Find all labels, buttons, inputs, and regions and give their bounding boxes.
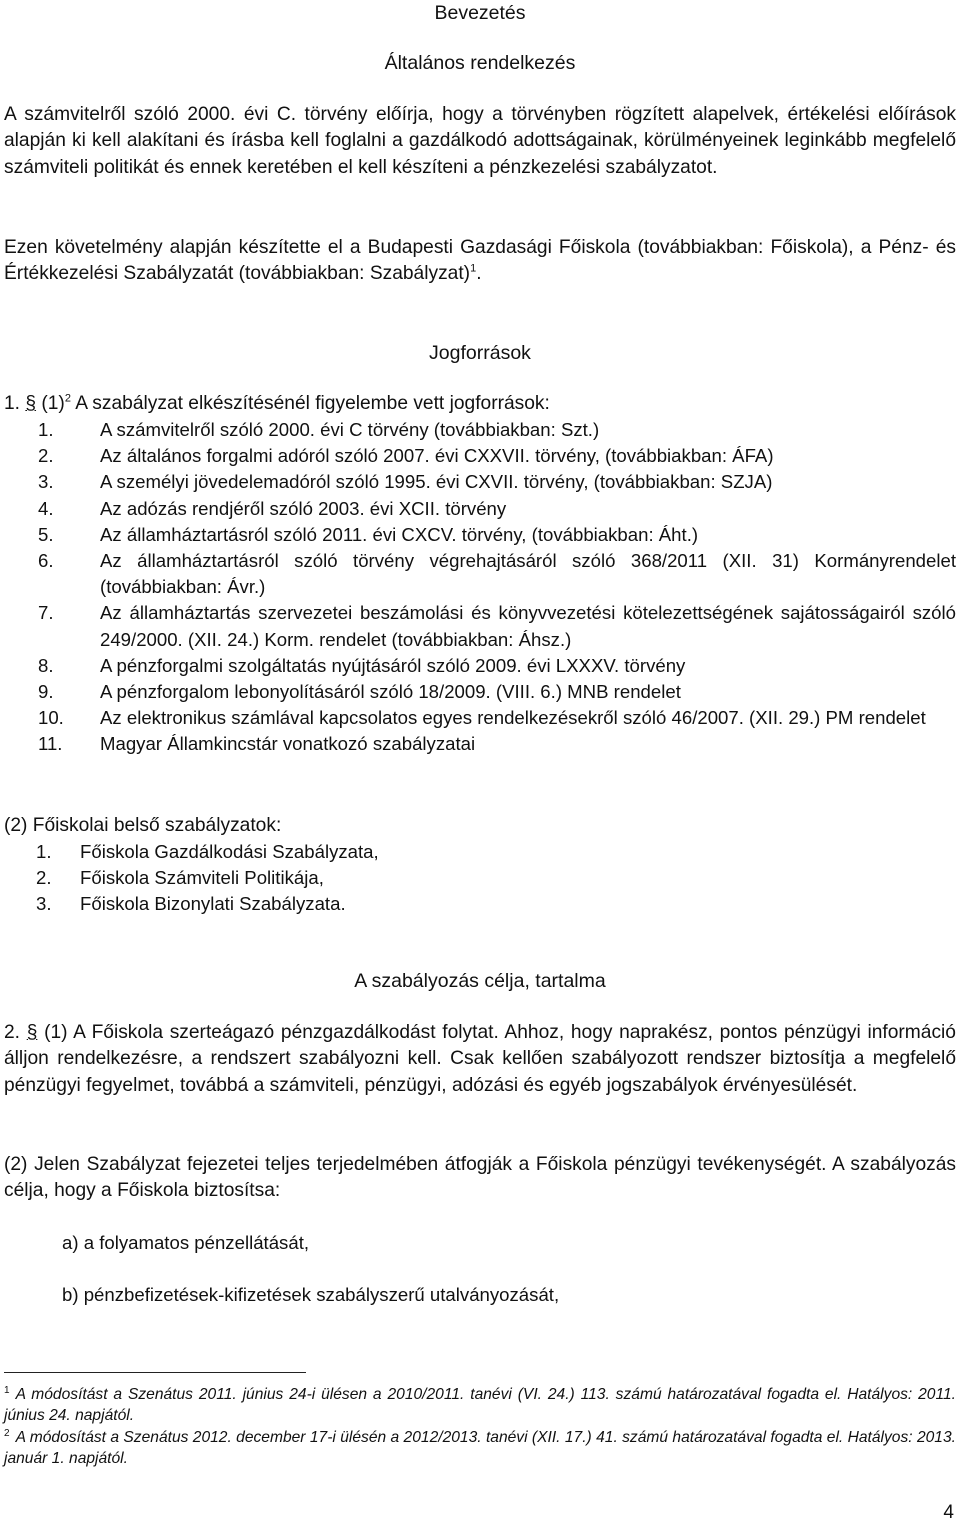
second-paragraph-end: . bbox=[476, 263, 482, 285]
list-item-text: A pénzforgalom lebonyolításáról szóló 18/2009. (VIII. 6.) MNB rendelet bbox=[100, 681, 681, 703]
list-item bbox=[4, 705, 956, 731]
footnote-text: A módosítást a Szenátus 2012. december 17-i ülésén a 2012/2013. tanévi (XII. 17.) 41. számú határozatával fogadta el. Hatályos: 2013. január 1. napjától. bbox=[4, 1429, 956, 1467]
internal-rules-heading: (2) Főiskolai belső szabályzatok: bbox=[4, 815, 282, 836]
list-item bbox=[4, 548, 956, 600]
footnote-2 bbox=[4, 1427, 956, 1469]
list-item: b) pénzbefizetések-kifizetések szabályszerű utalványozását, bbox=[62, 1284, 560, 1306]
list-item-text: Főiskola Bizonylati Szabályzata. bbox=[80, 893, 346, 915]
list-item-text: Az államháztartásról szóló 2011. évi CXCV. törvény, (továbbiakban: Áht.) bbox=[100, 523, 699, 545]
list-item-number: 7. bbox=[38, 602, 54, 624]
list-item bbox=[4, 469, 956, 495]
section-heading-purpose: A szabályozás célja, tartalma bbox=[354, 970, 606, 992]
section1-sub: (1) bbox=[41, 393, 65, 414]
list-item-number: 3. bbox=[36, 893, 52, 915]
section2-paragraph-2: (2) Jelen Szabályzat fejezetei teljes terjedelmében átfogják a Főiskola pénzügyi tevékenységét. A szabályozás célja, hogy a Főiskola biztosítsa: bbox=[4, 1154, 956, 1202]
list-item-text: Az államháztartás szervezetei beszámolási és könyvvezetési kötelezettségének sajátosságairól szóló 249/2000. (XII. 24.) Korm. rendelet (továbbiakban: Áhsz.) bbox=[100, 602, 956, 650]
list-item-number: 3. bbox=[38, 471, 54, 493]
list-item-number: 8. bbox=[38, 654, 54, 676]
list-item bbox=[4, 731, 956, 757]
list-item-text: Magyar Államkincstár vonatkozó szabályzatai bbox=[100, 733, 476, 755]
list-item-text: Az államháztartásról szóló törvény végrehajtásáról szóló 368/2011 (XII. 31) Kormányrendelet (továbbiakban: Ávr.) bbox=[100, 550, 956, 598]
list-item bbox=[4, 653, 956, 679]
list-item-text: Főiskola Számviteli Politikája, bbox=[80, 867, 324, 889]
list-item bbox=[4, 600, 956, 652]
second-paragraph-text: Ezen követelmény alapján készítette el a Budapesti Gazdasági Főiskola (továbbiakban: Főiskola), a Pénz- és Értékkezelési Szabályzatát (továbbiakban: Szabályzat) bbox=[4, 237, 956, 285]
section1-number: 1. bbox=[4, 393, 21, 414]
purpose-list bbox=[4, 1230, 956, 1308]
section1-intro-text: A szabályzat elkészítésénél figyelembe vett jogforrások: bbox=[75, 393, 550, 414]
list-item-number: 4. bbox=[38, 497, 54, 519]
section2-number: 2. bbox=[4, 1022, 21, 1043]
list-item: a) a folyamatos pénzellátását, bbox=[62, 1232, 310, 1253]
list-item-text: Az adózás rendjéről szóló 2003. évi XCII. törvény bbox=[100, 497, 507, 519]
document-title: Bevezetés bbox=[434, 2, 526, 24]
footnote-text: A módosítást a Szenátus 2011. június 24-i ülésen a 2010/2011. tanévi (VI. 24.) 113. számú határozatával fogadta el. Hatályos: 2011. június 24. napjától. bbox=[4, 1386, 956, 1424]
list-item bbox=[4, 522, 956, 548]
list-item-number: 1. bbox=[36, 841, 52, 862]
footnote-1 bbox=[4, 1384, 956, 1426]
list-item-number: 5. bbox=[38, 523, 54, 545]
section1-intro bbox=[4, 391, 956, 417]
section1-paragraph-sign: § bbox=[25, 393, 37, 414]
internal-rules-list bbox=[4, 839, 956, 918]
second-paragraph bbox=[4, 235, 956, 288]
sources-list bbox=[4, 417, 956, 758]
list-item-text: A pénzforgalmi szolgáltatás nyújtásáról szóló 2009. évi LXXXV. törvény bbox=[100, 654, 686, 676]
section2-paragraph-sign: § bbox=[26, 1022, 38, 1043]
section-title-general: Általános rendelkezés bbox=[384, 52, 576, 74]
footnote-ref-2[interactable]: 2 bbox=[64, 392, 71, 405]
list-item bbox=[4, 891, 956, 917]
list-item-text: Az elektronikus számlával kapcsolatos egyes rendelkezésekről szóló 46/2007. (XII. 29.) PM rendelet bbox=[100, 707, 926, 729]
list-item-number: 2. bbox=[38, 445, 54, 467]
section2-paragraph-1-text: (1) A Főiskola szerteágazó pénzgazdálkodást folytat. Ahhoz, hogy naprakész, pontos pénzügyi információ álljon rendelkezésre, a rendszert szabályozni kell. Csak kellően szabályozott rendszer biztosítja a megfelelő pénzügyi fegyelmet, továbbá a számviteli, pénzügyi, adózási és egyéb jogszabályok érvényesülését. bbox=[4, 1022, 956, 1096]
list-item-number: 6. bbox=[38, 550, 54, 572]
list-item bbox=[4, 417, 956, 443]
section-heading-sources: Jogforrások bbox=[429, 342, 531, 364]
list-item-number: 2. bbox=[36, 867, 52, 889]
list-item-text: Főiskola Gazdálkodási Szabályzata, bbox=[80, 841, 379, 862]
list-item-number: 11. bbox=[38, 733, 63, 755]
footnote-ref-1[interactable]: 1 bbox=[470, 262, 477, 275]
footnote-separator bbox=[4, 1372, 306, 1373]
intro-paragraph: A számvitelről szóló 2000. évi C. törvény előírja, hogy a törvényben rögzített alapelvek, értékelési előírások alapján ki kell alakítani és írásba kell foglalni a gazdálkodó adottságainak, körülményeinek leginkább megfelelő számviteli politikát és ennek keretében el kell készíteni a pénzkezelési szabályzatot. bbox=[4, 104, 956, 178]
list-item-text: Az általános forgalmi adóról szóló 2007. évi CXXVII. törvény, (továbbiakban: ÁFA) bbox=[100, 445, 774, 467]
footnote-number: 2 bbox=[4, 1427, 10, 1439]
section2-paragraph-1 bbox=[4, 1020, 956, 1099]
list-item-text: A számvitelről szóló 2000. évi C törvény (továbbiakban: Szt.) bbox=[100, 419, 600, 440]
list-item-number: 10. bbox=[38, 707, 64, 729]
list-item bbox=[4, 679, 956, 705]
list-item bbox=[4, 839, 956, 865]
list-item-number: 1. bbox=[38, 419, 54, 440]
list-item bbox=[4, 865, 956, 891]
list-item bbox=[4, 443, 956, 469]
list-item-number: 9. bbox=[38, 681, 54, 703]
list-item-text: A személyi jövedelemadóról szóló 1995. évi CXVII. törvény, (továbbiakban: SZJA) bbox=[100, 471, 773, 493]
list-item bbox=[4, 496, 956, 522]
page-number: 4 bbox=[943, 1502, 954, 1523]
footnote-number: 1 bbox=[4, 1384, 10, 1396]
